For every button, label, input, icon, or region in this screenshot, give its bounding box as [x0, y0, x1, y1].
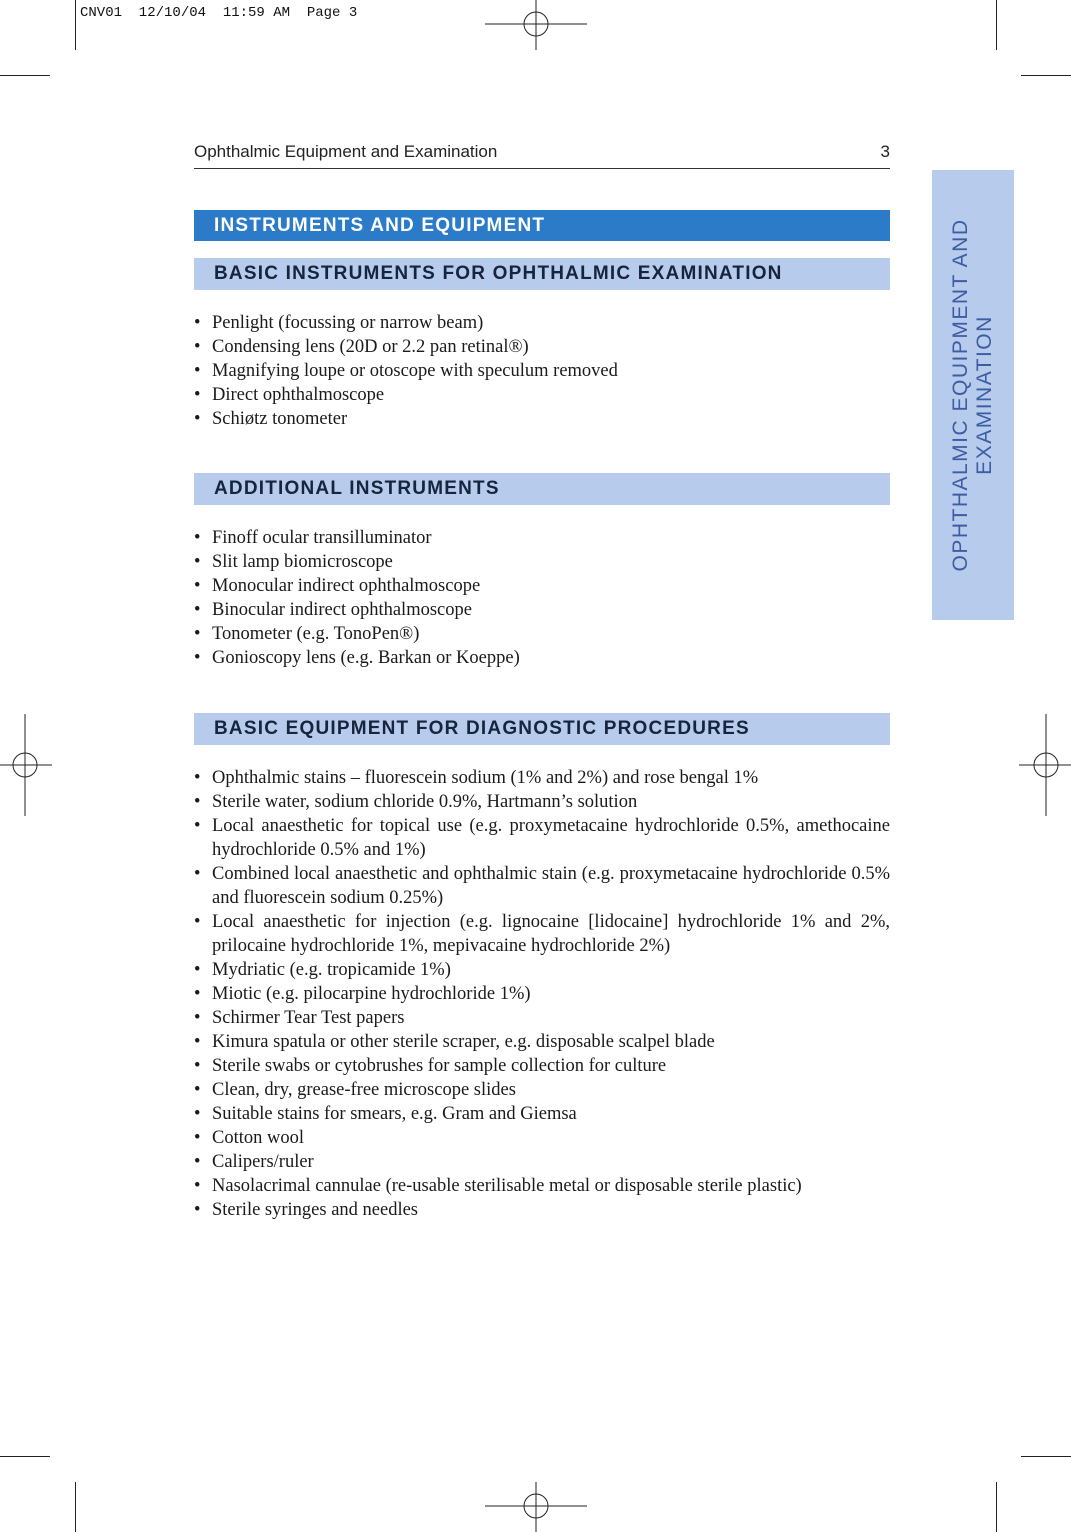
- section-heading-additional-instruments: ADDITIONAL INSTRUMENTS: [194, 473, 890, 505]
- crop-mark: [996, 1482, 997, 1532]
- list-item: • Condensing lens (20D or 2.2 pan retinal®): [194, 335, 890, 359]
- registration-mark-icon: [1019, 714, 1071, 816]
- list-item: • Clean, dry, grease-free microscope slides: [194, 1078, 890, 1102]
- section-heading-basic-instruments: BASIC INSTRUMENTS FOR OPHTHALMIC EXAMINATION: [194, 258, 890, 290]
- list-item: • Gonioscopy lens (e.g. Barkan or Koeppe): [194, 646, 890, 670]
- basic-instruments-list: [194, 311, 890, 431]
- list-item: • Magnifying loupe or otoscope with speculum removed: [194, 359, 890, 383]
- crop-mark: [75, 1482, 76, 1532]
- list-item: • Sterile water, sodium chloride 0.9%, Hartmann’s solution: [194, 790, 890, 814]
- section-heading-diagnostic-equipment: BASIC EQUIPMENT FOR DIAGNOSTIC PROCEDURES: [194, 713, 890, 745]
- list-item: • Finoff ocular transilluminator: [194, 526, 890, 550]
- list-item: • Binocular indirect ophthalmoscope: [194, 598, 890, 622]
- registration-mark-icon: [0, 714, 52, 816]
- chapter-tab-line-1: OPHTHALMIC EQUIPMENT AND: [949, 218, 972, 572]
- registration-mark-icon: [485, 1482, 587, 1532]
- list-item: • Local anaesthetic for injection (e.g. lignocaine [lidocaine] hydrochloride 1% and 2%, prilocaine hydrochloride 1%, mepivacaine hydrochloride 2%): [194, 910, 890, 958]
- main-heading: INSTRUMENTS AND EQUIPMENT: [194, 210, 890, 241]
- list-item: • Combined local anaesthetic and ophthalmic stain (e.g. proxymetacaine hydrochloride 0.5% and fluorescein sodium 0.25%): [194, 862, 890, 910]
- list-item: • Monocular indirect ophthalmoscope: [194, 574, 890, 598]
- list-item: • Slit lamp biomicroscope: [194, 550, 890, 574]
- list-item: • Local anaesthetic for topical use (e.g. proxymetacaine hydrochloride 0.5%, amethocaine hydrochloride 0.5% and 1%): [194, 814, 890, 862]
- list-item: • Direct ophthalmoscope: [194, 383, 890, 407]
- list-item: • Cotton wool: [194, 1126, 890, 1150]
- list-item: • Ophthalmic stains – fluorescein sodium (1% and 2%) and rose bengal 1%: [194, 766, 890, 790]
- chapter-tab-line-2: EXAMINATION: [973, 315, 996, 475]
- list-item: • Schirmer Tear Test papers: [194, 1006, 890, 1030]
- list-item: • Mydriatic (e.g. tropicamide 1%): [194, 958, 890, 982]
- list-item: • Miotic (e.g. pilocarpine hydrochloride 1%): [194, 982, 890, 1006]
- list-item: • Calipers/ruler: [194, 1150, 890, 1174]
- list-item: • Sterile swabs or cytobrushes for sample collection for culture: [194, 1054, 890, 1078]
- page-number: 3: [880, 142, 890, 161]
- list-item: • Kimura spatula or other sterile scraper, e.g. disposable scalpel blade: [194, 1030, 890, 1054]
- list-item: • Sterile syringes and needles: [194, 1198, 890, 1222]
- additional-instruments-list: [194, 526, 890, 670]
- diagnostic-equipment-list: [194, 766, 890, 1222]
- printer-slug: CNV01 12/10/04 11:59 AM Page 3: [80, 5, 358, 21]
- running-head-title: Ophthalmic Equipment and Examination: [194, 142, 498, 161]
- chapter-thumb-tab: [932, 170, 1014, 620]
- crop-mark: [75, 0, 76, 50]
- crop-mark: [1021, 75, 1071, 76]
- crop-mark: [1021, 1456, 1071, 1457]
- crop-mark: [996, 0, 997, 50]
- list-item: • Penlight (focussing or narrow beam): [194, 311, 890, 335]
- list-item: • Tonometer (e.g. TonoPen®): [194, 622, 890, 646]
- crop-mark: [0, 1456, 50, 1457]
- registration-mark-icon: [485, 0, 587, 50]
- list-item: • Suitable stains for smears, e.g. Gram and Giemsa: [194, 1102, 890, 1126]
- running-head: [194, 142, 890, 169]
- crop-mark: [0, 75, 50, 76]
- chapter-tab-label: [949, 219, 997, 572]
- list-item: • Nasolacrimal cannulae (re-usable sterilisable metal or disposable sterile plastic): [194, 1174, 890, 1198]
- list-item: • Schiøtz tonometer: [194, 407, 890, 431]
